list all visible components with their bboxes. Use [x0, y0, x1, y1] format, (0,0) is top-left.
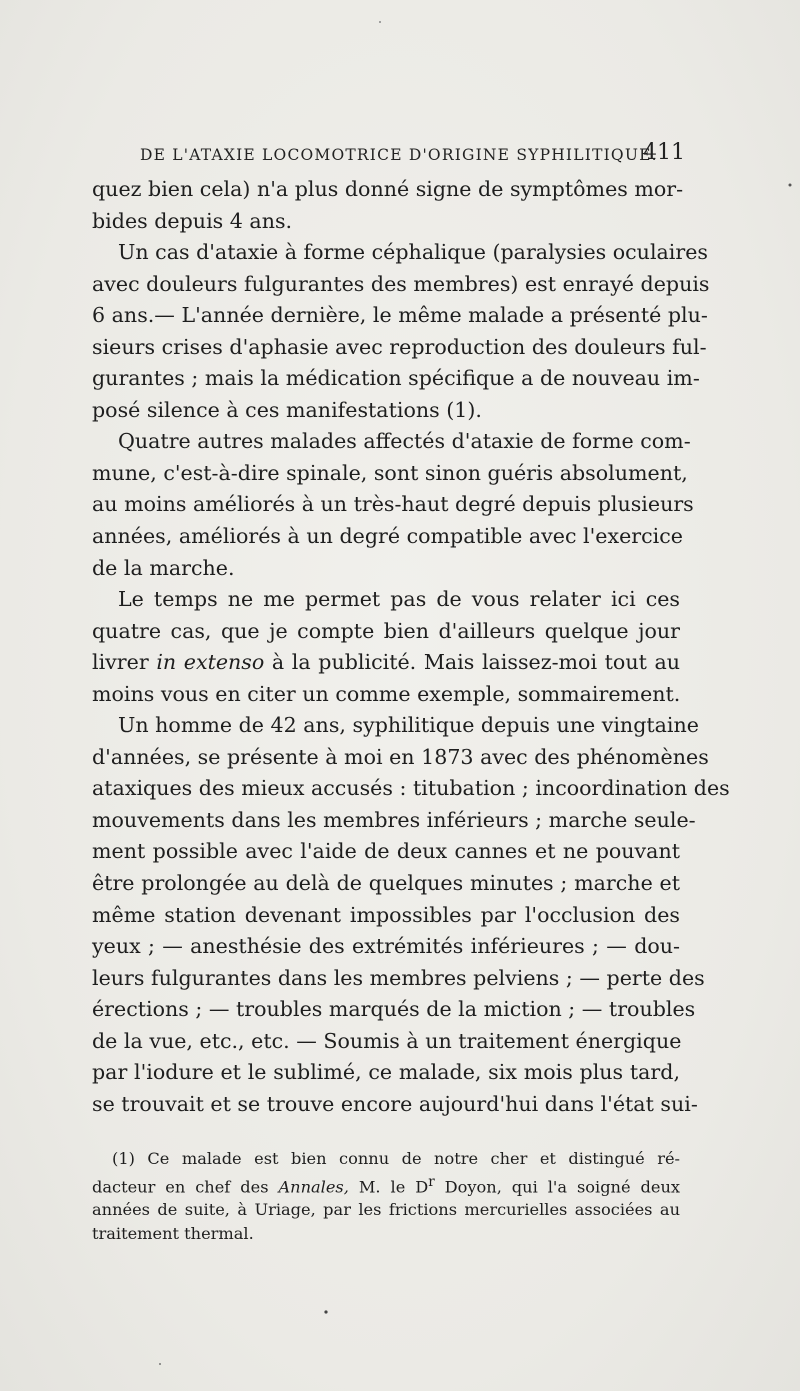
page-number: 411 [643, 140, 685, 165]
running-title: DE L'ATAXIE LOCOMOTRICE D'ORIGINE SYPHILITIQUE. [140, 146, 658, 164]
text-line: Le temps ne me permet pas de vous relater ici ces [118, 587, 680, 612]
text-fragment: M. le D [358, 1176, 429, 1196]
text-fragment: à la publicité. Mais laissez-moi tout au [271, 650, 681, 675]
text-fragment: dacteur en chef des [92, 1176, 269, 1196]
text-line: être prolongée au delà de quelques minutes ; marche et [92, 871, 680, 896]
text-line: de la vue, etc., etc. — Soumis à un traitement énergique [92, 1028, 682, 1053]
text-line: années, améliorés à un degré compatible avec l'exercice [92, 524, 683, 549]
text-line: sieurs crises d'aphasie avec reproduction des douleurs ful- [92, 334, 707, 359]
text-line: d'années, se présente à moi en 1873 avec des phénomènes [92, 744, 709, 769]
text-line: même station devenant impossibles par l'occlusion des [92, 902, 680, 927]
superscript: r [428, 1173, 435, 1190]
text-line: bides depuis 4 ans. [92, 208, 293, 233]
text-line: avec douleurs fulgurantes des membres) est enrayé depuis [92, 271, 710, 296]
text-line: de la marche. [92, 555, 235, 580]
text-line: par l'iodure et le sublimé, ce malade, six mois plus tard, [92, 1060, 680, 1085]
footnote-line: années de suite, à Uriage, par les frictions mercurielles associées au [92, 1200, 680, 1220]
text-fragment: Doyon, qui l'a soigné deux [444, 1176, 681, 1196]
text-line: quatre cas, que je compte bien d'ailleurs quelque jour [92, 618, 680, 643]
text-line: au moins améliorés à un très-haut degré depuis plusieurs [92, 492, 694, 517]
text-line: ataxiques des mieux accusés : titubation ; incoordination des [92, 776, 730, 801]
text-line: moins vous en citer un comme exemple, sommairement. [92, 681, 681, 706]
text-line: Quatre autres malades affectés d'ataxie de forme com- [118, 429, 691, 454]
paper-speck [159, 1363, 161, 1365]
italic-journal-title: Annales, [278, 1176, 349, 1196]
text-line: quez bien cela) n'a plus donné signe de symptômes mor- [92, 177, 684, 201]
page-header [140, 140, 685, 170]
paper-speck [379, 21, 381, 23]
text-fragment: livrer [92, 650, 149, 675]
paper-speck [789, 184, 792, 187]
italic-phrase: in extenso [156, 650, 265, 675]
main-text [92, 174, 730, 1120]
footnote [92, 1147, 680, 1245]
text-line: se trouvait et se trouve encore aujourd'hui dans l'état sui- [92, 1091, 698, 1116]
text-line: yeux ; — anesthésie des extrémités inférieures ; — dou- [92, 934, 680, 959]
text-line: Un homme de 42 ans, syphilitique depuis une vingtaine [118, 713, 699, 738]
text-line: ment possible avec l'aide de deux cannes et ne pouvant [92, 839, 680, 864]
text-line: 6 ans.— L'année dernière, le même malade a présenté plu- [92, 303, 708, 328]
text-line: leurs fulgurantes dans les membres pelviens ; — perte des [92, 965, 705, 990]
footnote-line-mixed [92, 1171, 680, 1199]
text-line: mune, c'est-à-dire spinale, sont sinon guéris absolument, [92, 460, 688, 485]
text-line: mouvements dans les membres inférieurs ; marche seule- [92, 807, 696, 832]
text-line-mixed [92, 647, 680, 679]
paper-speck [324, 1310, 327, 1313]
text-line: érections ; — troubles marqués de la miction ; — troubles [92, 997, 696, 1022]
text-line: Un cas d'ataxie à forme céphalique (paralysies oculaires [118, 240, 708, 265]
text-line: posé silence à ces manifestations (1). [92, 397, 482, 422]
text-line: gurantes ; mais la médication spécifique a de nouveau im- [92, 366, 700, 391]
footnote-line: (1) Ce malade est bien connu de notre cher et distingué ré- [112, 1149, 680, 1168]
footnote-line: traitement thermal. [92, 1223, 254, 1243]
